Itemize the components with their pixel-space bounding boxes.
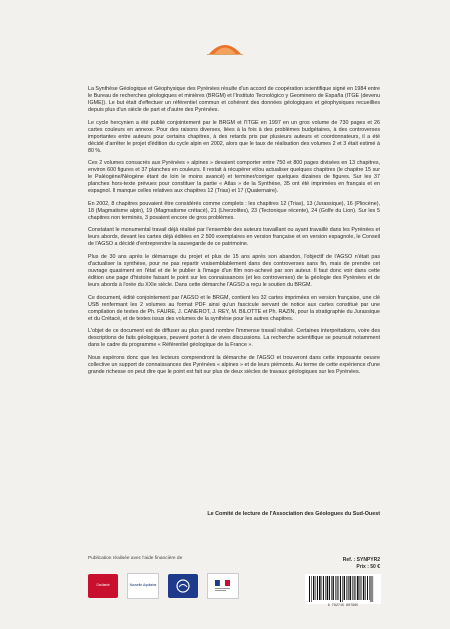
paragraph: Constatant le monumental travail déjà réalisé par l'ensemble des auteurs travaillant ou ayant travaillé dans les Pyrénées et leurs abords, devant les cartes déjà éditées en 2 500 exemplaires en version française et en version espagnole, le Conseil de l'AGSO a décidé d'entreprendre la sauvegarde de ce patrimoine. [88, 227, 380, 248]
partner-name: Occitanie [96, 583, 110, 588]
funding-label: Publication réalisée avec l'aide financière de [88, 556, 183, 561]
paragraph: Le cycle hercynien a été publié conjointement par le BRGM et l'ITGE en 1997 en un gros volume de 730 pages et 26 cartes couleurs en annexe. Pour des raisons diverses, liées à la fois à des problèmes budgétaires, à des controverses importantes entre auteurs pour certains chapitres, à des retards pris par plusieurs auteurs et coordonnateurs, il a été décidé d'arrêter le projet d'édition du cycle alpin en 2002, alors que le taux de réalisation des volumes 2 et 3 était estimé à 80 %. [88, 119, 380, 154]
paragraph: La Synthèse Géologique et Géophysique des Pyrénées résulte d'un accord de coopération scientifique signé en 1984 entre le Bureau de recherches géologiques et minières (BRGM) et l'Instituto Tecnológico y Geominero de España (ITGE (devenu IGME)). Le but était d'effectuer un référentiel commun et cohérent des données géologiques et géophysiques recueillies depuis plus d'un siècle de part et d'autre des Pyrénées. [88, 86, 380, 113]
paragraph: Plus de 30 ans après le démarrage du projet et plus de 15 ans après son abandon, l'objectif de l'AGSO n'était pas d'actualiser la synthèse, pour ne pas repartir vraisemblablement dans des controverses sans fin, mais de prendre cet ouvrage quasiment en l'état et de le publier à l'image d'un film non-achevé par son auteur. Il faut donc voir dans cette édition une page d'histoire faisant le point sur les connaissances (et les controverses) de la géologie des Pyrénées et de leurs abords à l'orée du XXIe siècle. Dans cette démarche l'AGSO a reçu le soutien du BRGM. [88, 253, 380, 288]
nouvelle-aquitaine-logo-icon [127, 573, 159, 599]
paragraph: Ce document, édité conjointement par l'AGSO et le BRGM, contient les 32 cartes imprimées en version française, une clé USB renfermant les 2 volumes au format PDF ainsi qu'un fascicule servant de notice aux cartes constitué par une compilation de textes de Ph. FAURE, J. CANEROT, J. REY, M. BILOTTE et Ph. RAZIN, pour la stratigraphie du Jurassique et du Crétacé, et de textes issus des volumes de la synthèse pour les autres chapitres. [88, 294, 380, 322]
partner-name: Nouvelle-Aquitaine [129, 583, 157, 588]
partner-logos [88, 573, 239, 599]
barcode-icon [305, 574, 381, 604]
paragraph: Ces 2 volumes consacrés aux Pyrénées « alpines » devaient comporter entre 750 et 800 pages divisées en 13 chapitres, environ 600 figures et 37 planches en couleurs. Il restait à récupérer et/ou actualiser quelques chapitres (le chapitre 15 sur le Paléogène/Néogène étant de loin le moins avancé) et terminer/corriger quelques dizaines de figures. Sur les 37 planches hors-texte prévues pour constituer la partie « Atlas » de la Synthèse, 35 ont été imprimées en français et en espagnol. Il manque celles relatives aux chapitres 12 (Trias) et 17 (Quaternaire). [88, 160, 380, 195]
description-text [88, 86, 380, 381]
republique-francaise-logo-icon [207, 573, 239, 599]
occitanie-logo-icon [88, 574, 118, 598]
signature: Le Comité de lecture de l'Association des Géologues du Sud-Ouest [207, 511, 380, 517]
reference-block [300, 557, 380, 571]
agso-logo-icon [205, 38, 245, 56]
paragraph: L'objet de ce document est de diffuser au plus grand nombre l'immense travail réalisé. Certaines interprétations, voire des descriptions de faits géologiques, peuvent porter à de vives discussions. La recherche scientifique se poursuit notamment dans le cadre du programme « Référentiel géologique de la France ». [88, 328, 380, 349]
paragraph: Nous espérons donc que les lecteurs comprendront la démarche de l'AGSO et trouveront dans cette imposante oeuvre collective un support de connaissances des Pyrénées « alpines » et de leurs piémonts. Au terme de cette expérience d'une grande richesse on peut dire que le point est fait sur plus de deux siècles de travaux géologiques sur les Pyrénées. [88, 354, 380, 375]
barcode-number: 9 782715 807985 [327, 604, 359, 608]
price: Prix : 50 € [356, 564, 380, 570]
paragraph: En 2002, 8 chapitres pouvaient être considérés comme complets : les chapitres 12 (Trias), 13 (Jurassique), 16 (Pliocène), 18 (Magmatisme alpin), 19 (Magmatisme crétacé), 21 (Lherzolites), 23 (Tectonique récente), 24 (Golfe du Lion). Sur les 5 chapitres non terminés, 3 posaient encore de gros problèmes. [88, 200, 380, 221]
reference-code: Ref. : SYNPYR2 [342, 557, 380, 563]
ministere-logo-icon [168, 574, 198, 598]
